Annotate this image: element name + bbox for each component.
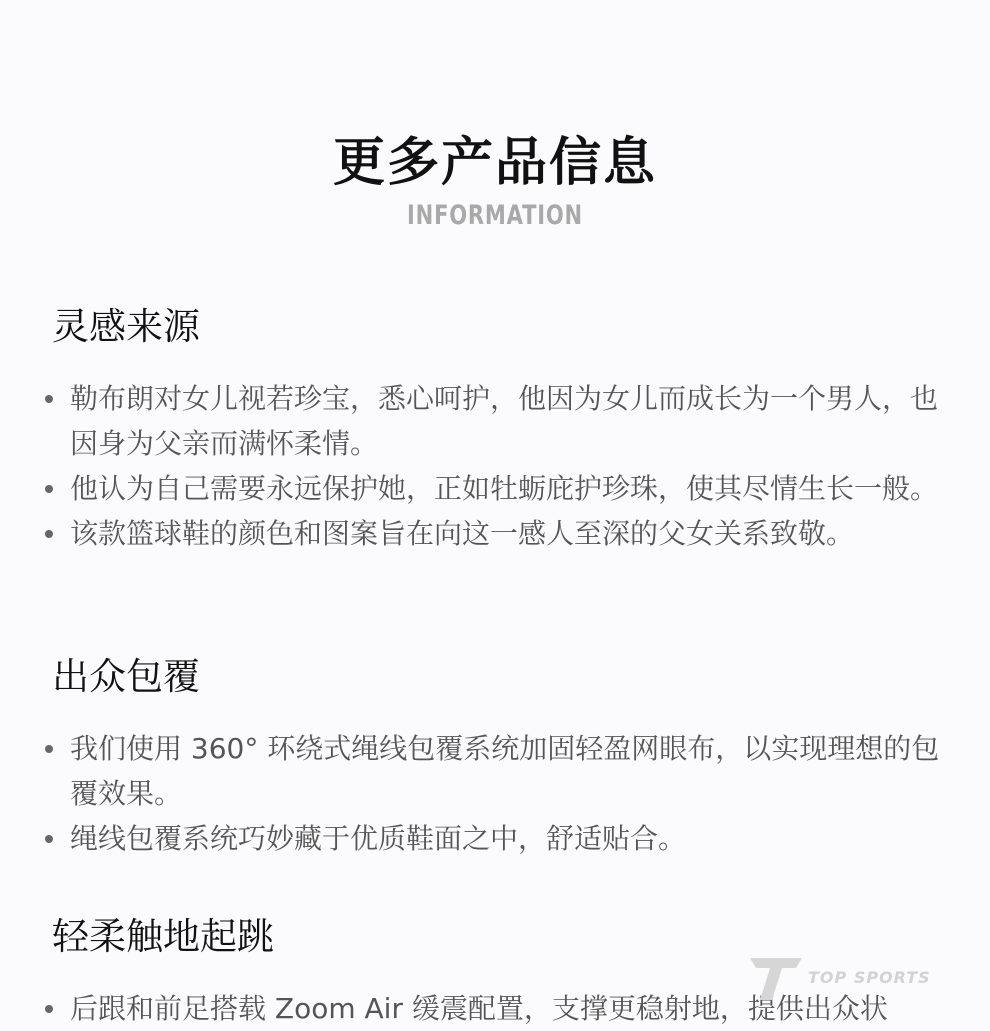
section-title: 轻柔触地起跳 xyxy=(52,915,274,958)
top-sports-logo-icon xyxy=(748,956,806,1000)
bullet-item: 绳线包覆系统巧妙藏于优质鞋面之中，舒适贴合。 xyxy=(0,816,990,861)
bullet-item: 勒布朗对女儿视若珍宝，悉心呵护，他因为女儿而成长为一个男人，也因身为父亲而满怀柔情。 xyxy=(0,376,990,466)
watermark-text: TOP SPORTS xyxy=(808,968,931,987)
page-title: 更多产品信息 xyxy=(332,133,657,193)
bullet-item: 他认为自己需要永远保护她，正如牡蛎庇护珍珠，使其尽情生长一般。 xyxy=(0,466,990,511)
section-title: 灵感来源 xyxy=(52,305,200,348)
bullet-item: 该款篮球鞋的颜色和图案旨在向这一感人至深的父女关系致敬。 xyxy=(0,511,990,556)
page-subtitle: INFORMATION xyxy=(407,200,583,231)
bullet-item: 我们使用 360° 环绕式绳线包覆系统加固轻盈网眼布，以实现理想的包覆效果。 xyxy=(0,726,990,816)
bullet-list xyxy=(0,376,990,556)
top-sports-watermark xyxy=(748,956,948,1000)
bullet-list xyxy=(0,726,990,861)
page-header xyxy=(0,130,990,234)
section-title: 出众包覆 xyxy=(52,655,200,698)
bullet-item: 后跟和前足搭载 Zoom Air 缓震配置，支撑更稳射地，提供出众状 xyxy=(0,986,990,1031)
